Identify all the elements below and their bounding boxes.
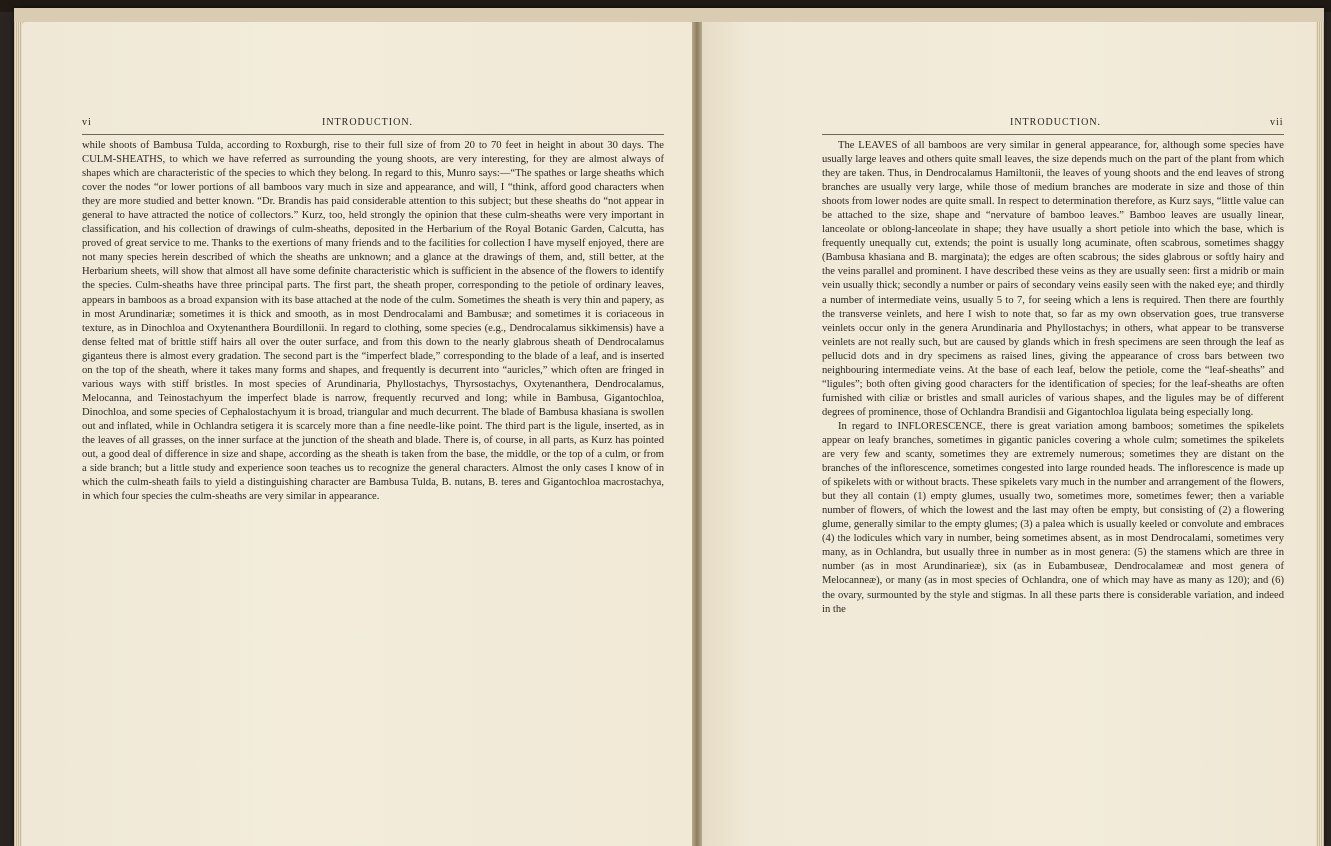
right-page (702, 22, 1316, 846)
book-gutter (692, 22, 702, 846)
right-page-edges (1316, 22, 1324, 846)
left-running-title: INTRODUCTION. (322, 117, 414, 128)
right-page-number: vii (1270, 117, 1284, 128)
left-page (22, 22, 692, 846)
right-body-text (822, 139, 1284, 617)
left-header-rule (82, 134, 664, 135)
right-paragraph-2: In regard to INFLORESCENCE, there is great variation among bamboos; sometimes the spikelets appear on leafy branches, sometimes in gigantic panicles covering a whole culm; sometimes the spikelets are very few and scanty, sometimes they are extremely numerous; sometimes they are distant on the branches of the inflorescence, sometimes congested into large rounded heads. The inflorescence is made up of spikelets with or without bracts. These spikelets vary much in the number and arrangement of the flowers, but they all contain (1) empty glumes, usually two, sometimes more, sometimes fewer; then a variable number of flowers, of which the lowest and the last may often be empty, but consisting of (2) a flowering glume, generally similar to the empty glumes; (3) a palea which is usually keeled or convolute and embraces (4) the lodicules which vary in number, being sometimes absent, as in most Dendrocalami, sometimes very many, as in Ochlandra, but usually three in number as in most genera: (5) the stamens which are three in number (as in most Arundinarieæ), six (as in Eubambuseæ, Dendrocalameæ and most genera of Melocanneæ), or many (as in most species of Ochlandra, one of which may have as many as 120); and (6) the ovary, surmounted by the style and stigmas. In all these parts there is considerable variation, and indeed in the (822, 420, 1284, 615)
right-running-title: INTRODUCTION. (1010, 117, 1102, 128)
left-paragraph-1: while shoots of Bambusa Tulda, according to Roxburgh, rise to their full size of from 20 to 70 feet in height in about 30 days. The CULM-SHEATHS, to which we have referred as surrounding the young shoots, are very interesting, for they are almost always of shapes which are characteristic of the species to which they belong. In regard to this, Munro says:—“The spathes or large sheaths which cover the nodes “or lower portions of all bamboos vary much in size and appearance, and will, I “think, afford good characters when they are more studied and better known. “Dr. Brandis has paid considerable attention to this subject; but these sheaths do “not appear in general to have attracted the notice of collectors.” Kurz, too, held strongly the opinion that these culm-sheaths were very important in classification, and his collection of drawings of culm-sheaths, deposited in the Herbarium of the Royal Botanic Garden, Calcutta, has proved of great service to me. Thanks to the exertions of many friends and to the facilities for collection I have myself enjoyed, there are not many species herein described of which the sheaths are unknown; and a glance at the drawings of them, and, still better, at the Herbarium sheets, will show that almost all have some definite characteristic which is sufficient in the absence of the flowers to identify the species. Culm-sheaths have three principal parts. The first part, the sheath proper, corresponding to the petiole of ordinary leaves, appears in bamboos as a broad expansion with its base attached at the node of the culm. Sometimes the sheath is very thin and papery, as in most Arundinariæ; sometimes it is thick and smooth, as in most Dendrocalami and Bambusæ; and sometimes it is coriaceous in texture, as in Dinochloa and Oxytenanthera Bourdillonii. In regard to clothing, some species (e.g., Dendrocalamus sikkimensis) have a dense felted mat of brittle stiff hairs all over the outer surface, and from this down to the nearly glabrous sheath of Dendrocalamus giganteus there is almost every gradation. The second part is the “imperfect blade,” corresponding to the blade of a leaf, and is inserted on the top of the sheath, where it takes many forms and shapes, and frequently is decurrent into “auricles,” which often are fringed in various ways with stiff bristles. In most species of Arundinaria, Phyllostachys, Thyrsostachys, Oxytenanthera, Dendrocalamus, Melocanna, and Teinostachyum the imperfect blade is narrow, frequently recurved and long; while in Bambusa, Gigantochloa, Dinochloa, and some species of Cephalostachyum it is broad, triangular and much decurrent. The blade of Bambusa khasiana is swollen out and inflated, while in Ochlandra setigera it is scarcely more than a fine needle-like point. The third part is the ligule, inserted, as in the leaves of all grasses, on the inner surface at the junction of the sheath and blade. There is, of course, in all parts, as Kurz has pointed out, a good deal of difference in size and shape, according as the sheath is taken from the base, the middle, or the top of a culm, or from a side branch; but a little study and experience soon teaches us to recognize the general characters. Almost the only cases I know of in which the culm-sheath fails to yield a distinguishing character are Bambusa Tulda, B. nutans, B. teres and Gigantochloa macrostachya, in which four species the culm-sheaths are very similar in appearance. (82, 140, 664, 503)
right-header-rule (822, 134, 1284, 135)
left-page-number: vi (82, 117, 92, 128)
open-book (14, 8, 1324, 846)
left-body-text (82, 139, 664, 504)
left-page-edges (14, 22, 22, 846)
right-paragraph-1: The LEAVES of all bamboos are very similar in general appearance, for, although some species have usually large leaves and others quite small leaves, the size depends much on the part of the plant from which they are taken. Thus, in Dendrocalamus Hamiltonii, the leaves of young shoots and the end leaves of strong branches are usually very large, while those of medium branches are moderate in size and those of thin shoots from lower nodes are quite small. In respect to determination therefore, as Kurz says, “little value can be attached to the size, shape and “nervature of bamboo leaves.” Bamboo leaves are usually linear, lanceolate or oblong-lanceolate in shape; they have usually a short petiole into which the base, which is frequently unequally cut, extends; the point is usually long acuminate, often scabrous, sometimes shaggy (Bambusa khasiana and B. marginata); the edges are often scabrous; the sides glabrous or softly hairy and the veins parallel and prominent. I have described these veins as they are usually seen: first a midrib or main vein usually thick; secondly a number or pairs of secondary veins easily seen with the naked eye; and thirdly a number of intermediate veins, usually 5 to 7, for seeing which a lens is required. Then there are fourthly the transverse veinlets, and here I wish to note that, so far as my own observation goes, true transverse veinlets occur only in the genera Arundinaria and Phyllostachys; in others, what appear to be transverse veinlets are not really such, but are caused by glands which in fresh specimens are seen through the leaf as pellucid dots and in dry specimens as raised lines, giving the appearance of cross bars between two neighbouring intermediate veins. At the base of each leaf, below the petiole, come the “leaf-sheaths” and “ligules”; both often giving good characters for the identification of species; for the leaf-sheaths are often furnished with ciliæ or bristles and small auricles of various shapes, and the ligules may be of different degrees of prominence, those of Ochlandra Brandisii and Gigantochloa ligulata being especially long. (822, 140, 1284, 418)
